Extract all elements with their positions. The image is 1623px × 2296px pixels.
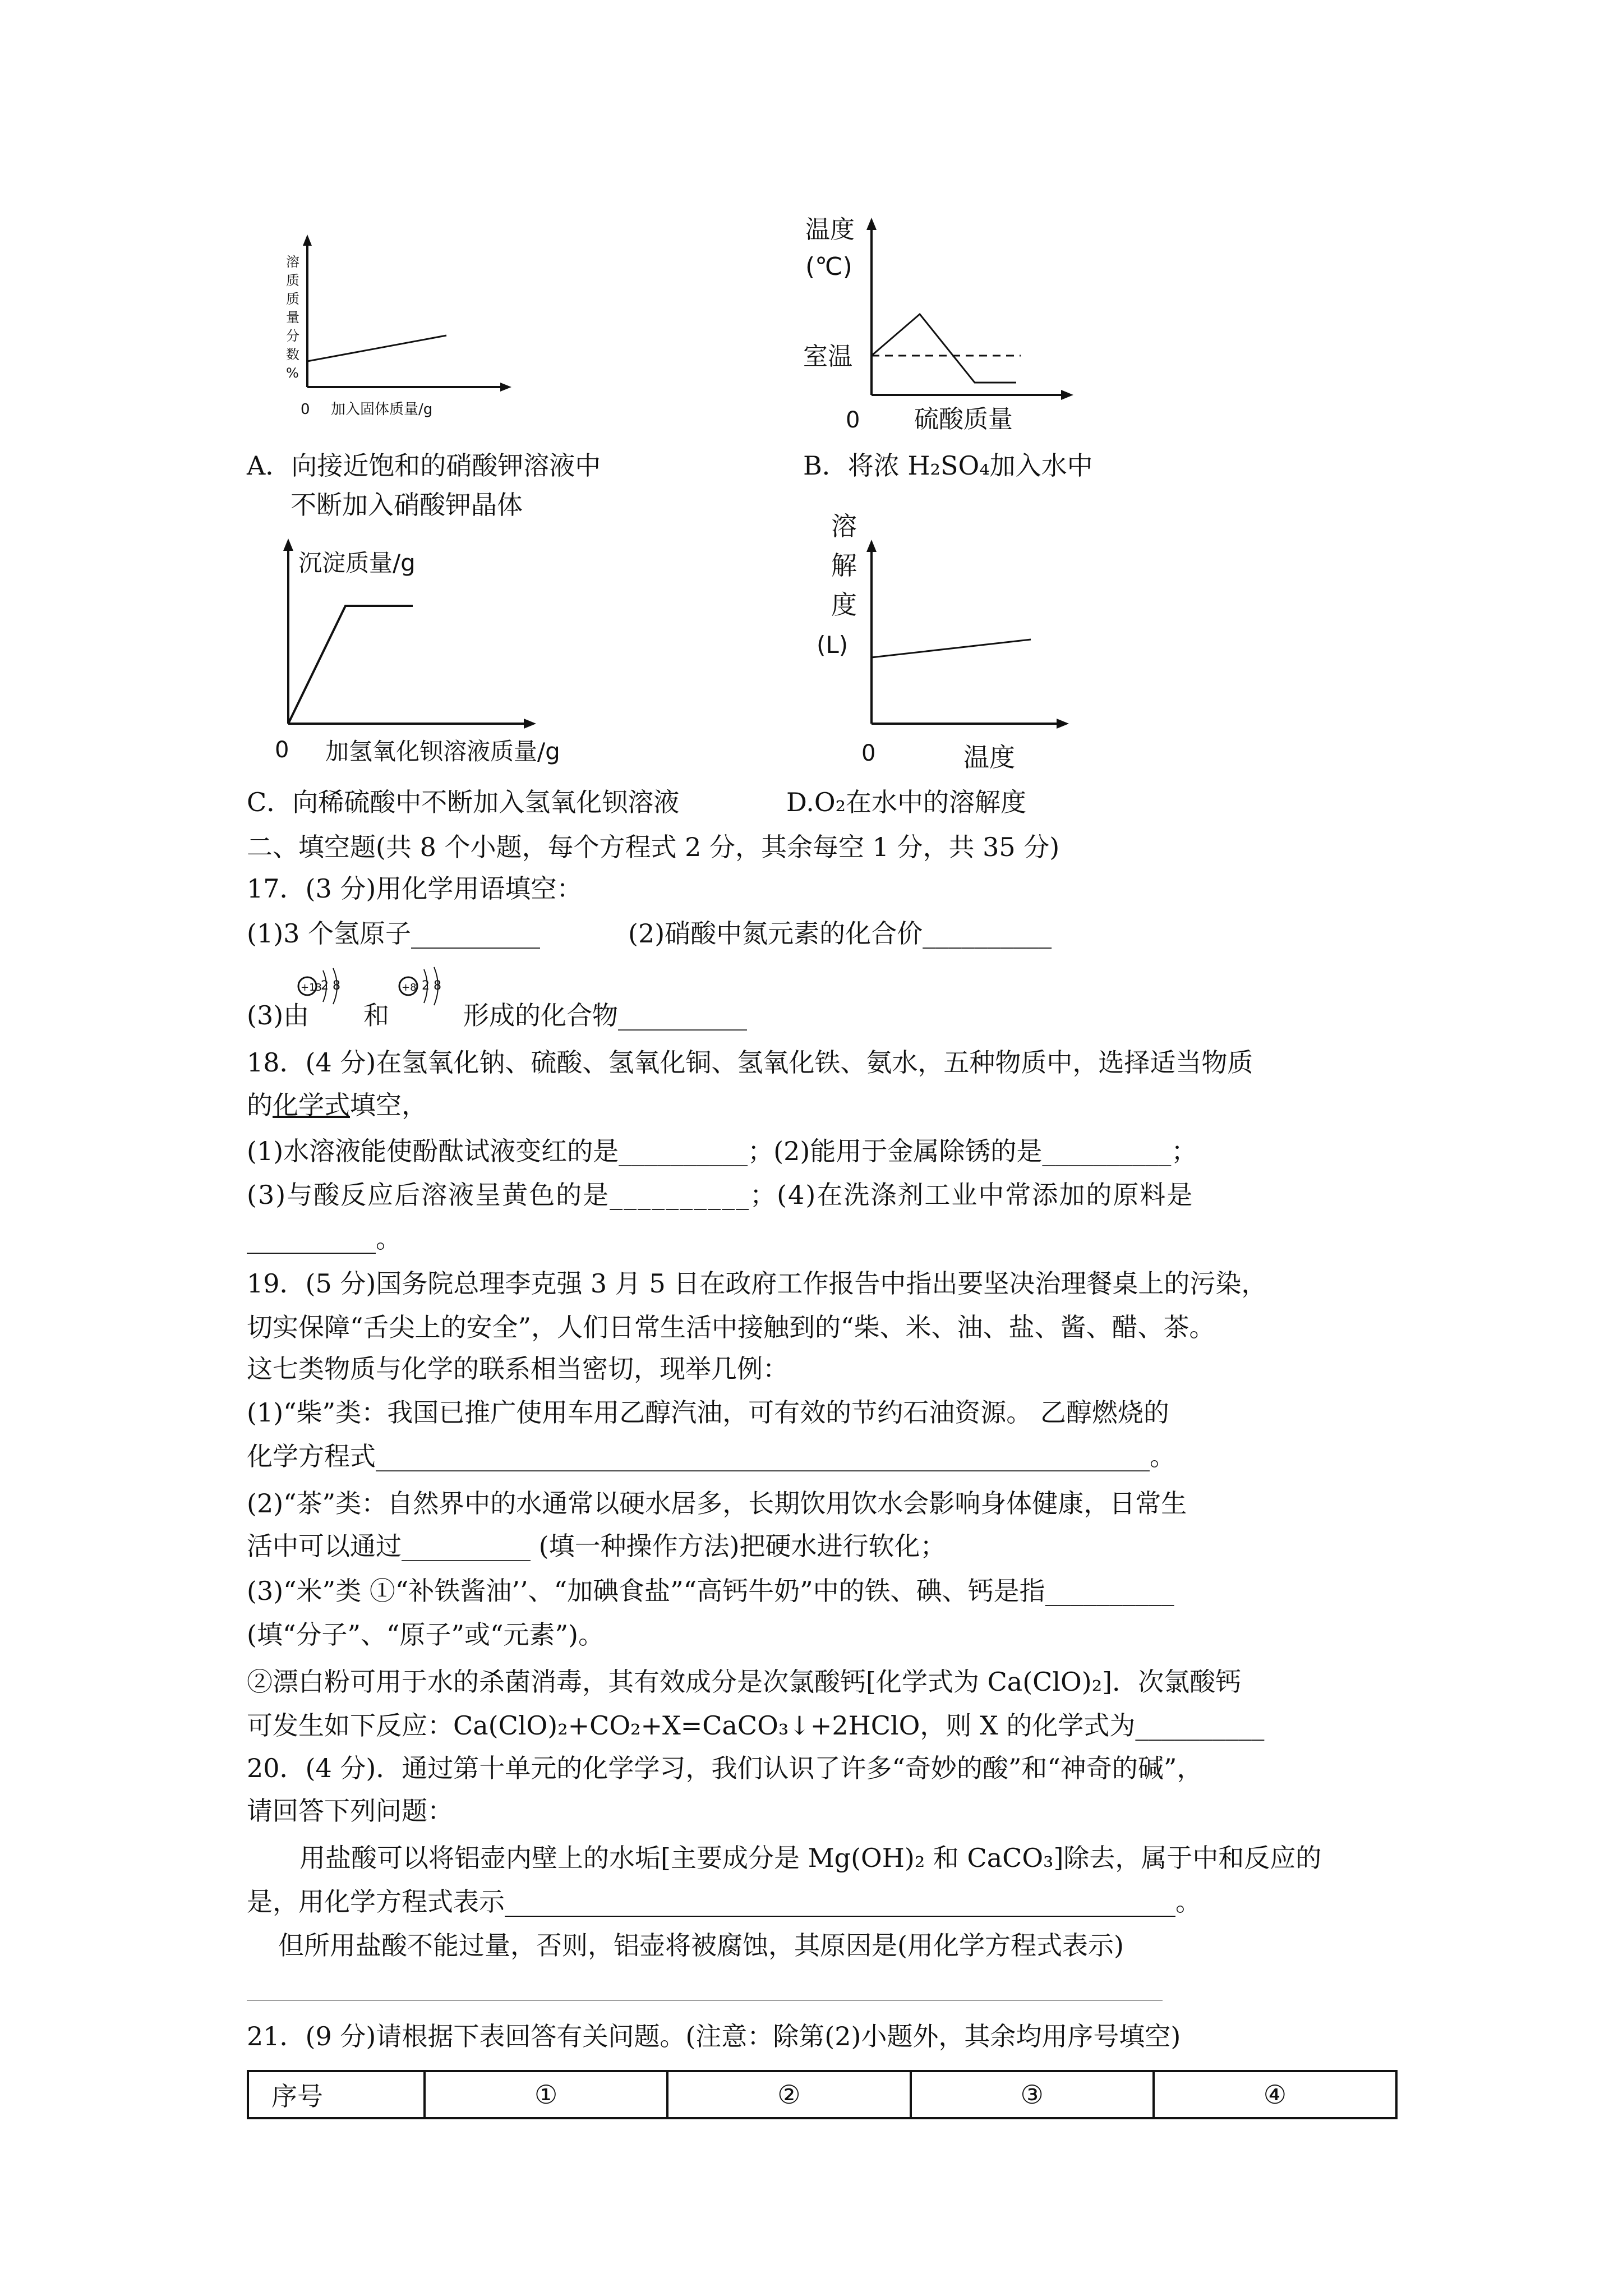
chart-a-ylabel-char: 质 — [286, 273, 299, 288]
chart-d-xlabel: 温度 — [963, 742, 1015, 772]
table-header-cell: ② — [667, 2071, 910, 2118]
q19-line10: ②漂白粉可用于水的杀菌消毒，其有效成分是次氯酸钙[化学式为 Ca(ClO)₂]．次氯酸钙 — [247, 1667, 1242, 1697]
table-header-cell: 序号 — [248, 2071, 425, 2118]
chart-c-series-line — [288, 606, 413, 724]
chart-c-xlabel: 加氢氧化钡溶液质量/g — [325, 738, 560, 765]
q17-part1: (1)3 个氢原子__________ — [247, 918, 541, 949]
chart-a-ylabel-char: % — [286, 365, 299, 381]
atom-diagram-oxygen — [397, 964, 464, 1025]
chart-c-y-arrow — [283, 539, 293, 551]
chart-d — [785, 505, 1077, 774]
chart-d-caption: D.O₂在水中的溶解度 — [786, 787, 1027, 817]
q20-line4: 是，用化学方程式表示____________________________________________________。 — [247, 1887, 1201, 1917]
q18-line4: (3)与酸反应后溶液呈黄色的是__________；(4)在洗涤剂工业中常添加的原料是 — [247, 1180, 1194, 1210]
q19-line3: 这七类物质与化学的联系相当密切，现举几例： — [247, 1354, 789, 1384]
q19-line11: 可发生如下反应：Ca(ClO)₂+CO₂+X=CaCO₃↓+2HClO，则 X 的化学式为__________ — [247, 1710, 1265, 1741]
chart-a-caption-1: A．向接近饱和的硝酸钾溶液中 — [247, 450, 601, 481]
chart-d-y-arrow — [866, 540, 877, 552]
chart-c-x-arrow — [524, 719, 536, 729]
chart-b-x-arrow — [1061, 390, 1073, 400]
chart-a-origin: 0 — [301, 401, 310, 418]
chart-d-ylabel-unit: (L) — [817, 631, 849, 659]
chart-d-ylabel-char: 度 — [831, 590, 857, 620]
chart-d-origin: 0 — [861, 740, 876, 766]
chart-b-y-arrow — [866, 218, 877, 230]
chart-a-y-arrow — [303, 234, 312, 246]
chart-b — [796, 208, 1088, 443]
q18-line5: __________。 — [247, 1223, 402, 1254]
chart-a-series-line — [307, 335, 446, 361]
q17-title: 17．(3 分)用化学用语填空： — [247, 873, 583, 904]
chart-b-xlabel: 硫酸质量 — [914, 405, 1013, 434]
chart-a-ylabel-char: 溶 — [286, 254, 299, 270]
chart-b-ylabel-2: (℃) — [805, 252, 852, 281]
chart-c-origin: 0 — [275, 737, 289, 763]
chart-a-caption-2: 不断加入硝酸钾晶体 — [291, 490, 523, 520]
q19-line1: 19．(5 分)国务院总理李克强 3 月 5 日在政府工作报告中指出要坚决治理餐桌上的污染， — [247, 1268, 1267, 1299]
table-header-cell: ③ — [911, 2071, 1154, 2118]
q21-table — [247, 2070, 1398, 2119]
q18-line2-suffix: 填空， — [350, 1090, 427, 1120]
q20-line3: 用盐酸可以将铝壶内壁上的水垢[主要成分是 Mg(OH)₂ 和 CaCO₃]除去，属于中和反应的 — [299, 1843, 1322, 1873]
chart-a-ylabel-char: 量 — [286, 310, 299, 325]
q17-part3-suffix: 形成的化合物__________ — [463, 1000, 747, 1030]
q19-line8-visible: (3)“米”类 ①“补铁酱油’’、“加碘食盐”“高钙牛奶”中的铁、碘、钙是指__________ — [247, 1576, 1174, 1606]
table-header-cell: ④ — [1154, 2071, 1396, 2118]
q19-line5: 化学方程式____________________________________________________________。 — [247, 1441, 1175, 1471]
chart-b-series-line — [872, 314, 1016, 383]
table-row — [248, 2071, 1396, 2118]
q18-line1: 18．(4 分)在氢氧化钠、硫酸、氢氧化铜、氢氧化铁、氨水，五种物质中，选择适当物质 — [247, 1047, 1253, 1078]
chart-d-x-arrow — [1057, 719, 1069, 729]
q19-line2: 切实保障“舌尖上的安全”，人们日常生活中接触到的“柴、米、油、盐、酱、醋、茶。 — [247, 1312, 1215, 1342]
chart-a-xlabel: 加入固体质量/g — [331, 401, 433, 418]
table-header-cell: ① — [425, 2071, 667, 2118]
chart-b-caption: B．将浓 H₂SO₄加入水中 — [803, 450, 1093, 481]
chart-b-origin: 0 — [846, 407, 860, 433]
atom-diagram-aluminium — [296, 965, 363, 1027]
q19-line9: (填“分子”、“原子”或“元素”)。 — [247, 1619, 604, 1650]
chart-c — [264, 533, 578, 769]
chart-a-x-arrow — [500, 383, 511, 392]
q17-part2: (2)硝酸中氮元素的化合价__________ — [628, 918, 1052, 949]
atom2-nucleus: +8 — [402, 982, 417, 993]
q21-title: 21．(9 分)请根据下表回答有关问题。(注意：除第(2)小题外，其余均用序号填空) — [247, 2021, 1181, 2051]
q17-part3-prefix: (3)由 — [247, 1000, 310, 1030]
chart-c-caption: C．向稀硫酸中不断加入氢氧化钡溶液 — [247, 787, 680, 817]
chart-a-ylabel-char: 数 — [286, 347, 299, 362]
chart-d-series-line — [872, 639, 1031, 657]
q19-line4: (1)“柴”类：我国已推广使用车用乙醇汽油，可有效的节约石油资源。 乙醇燃烧的 — [247, 1397, 1169, 1428]
atom1-shells: 2 8 — [321, 979, 340, 993]
chart-d-ylabel-char: 溶 — [831, 511, 857, 541]
q20-line2: 请回答下列问题： — [247, 1796, 453, 1826]
chart-b-ylabel-1: 温度 — [805, 215, 855, 244]
section-heading: 二、填空题(共 8 个小题，每个方程式 2 分，其余每空 1 分，共 35 分) — [247, 832, 1060, 862]
q17-part3-and: 和 — [363, 1000, 389, 1030]
chart-a-ylabel-char: 分 — [286, 328, 299, 344]
atom1-nucleus: +13 — [301, 982, 322, 993]
chart-a-ylabel-char: 质 — [286, 291, 299, 307]
q20-line6: _______________________________________________________________________ — [247, 1971, 1163, 2001]
q19-line7: 活中可以通过__________ (填一种操作方法)把硬水进行软化； — [247, 1531, 946, 1561]
q18-line3: (1)水溶液能使酚酞试液变红的是__________；(2)能用于金属除锈的是__________； — [247, 1136, 1197, 1166]
chart-a — [269, 224, 538, 438]
chart-a-ylabel — [286, 254, 299, 381]
q20-line1: 20．(4 分)．通过第十单元的化学学习，我们认识了许多“奇妙的酸”和“神奇的碱”， — [247, 1753, 1203, 1783]
q18-line2-underlined: 化学式 — [273, 1090, 350, 1120]
q18-line2-prefix: 的 — [247, 1090, 273, 1120]
chart-c-ylabel: 沉淀质量/g — [298, 549, 416, 577]
chart-d-ylabel-char: 解 — [831, 550, 857, 581]
q18-line2 — [247, 1088, 427, 1122]
chart-b-ref-label: 室温 — [803, 342, 852, 371]
q20-line5: 但所用盐酸不能过量，否则，铝壶将被腐蚀，其原因是(用化学方程式表示) — [278, 1930, 1124, 1961]
atom2-shells: 2 8 — [422, 979, 441, 993]
q19-line6: (2)“茶”类：自然界中的水通常以硬水居多，长期饮用饮水会影响身体健康，日常生 — [247, 1488, 1187, 1519]
